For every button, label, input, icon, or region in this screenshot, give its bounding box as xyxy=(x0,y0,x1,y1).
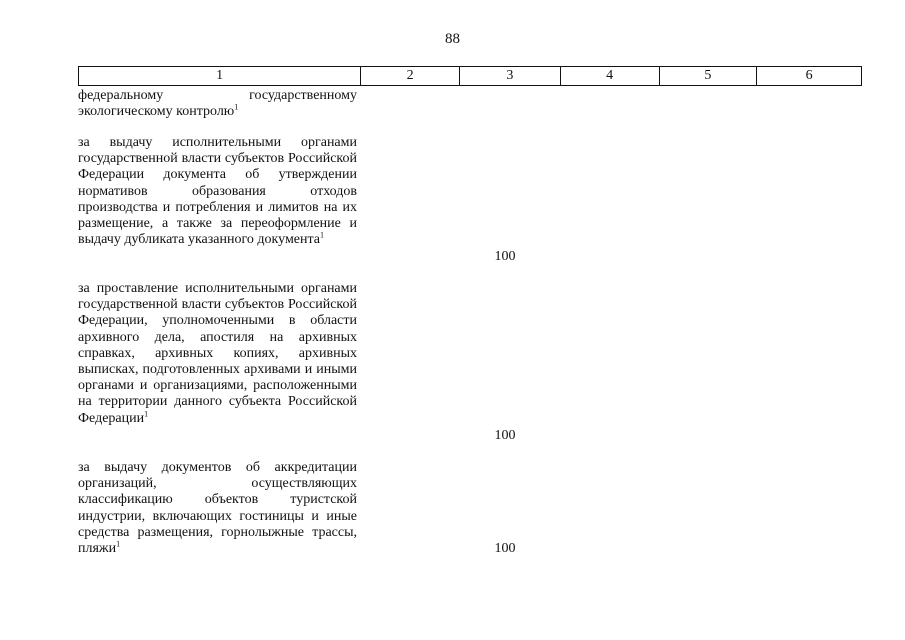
entry-4-body: за выдачу документов об аккредитации организаций, осуществляющих классификацию объектов туристской индустрии, включающих гостиницы и иные средства размещения, горнолыжные трассы, пляжи xyxy=(78,460,357,557)
entry-2-footnote: 1 xyxy=(320,230,325,240)
entry-4-rate: 100 xyxy=(494,541,516,556)
column-header-5: 5 xyxy=(660,67,758,85)
entry-3-body: за проставление исполнительными органами государственной власти субъектов Российской Федерации, уполномоченными в области архивного дела, апостиля на архивных справках, архивных копиях, архивных выписках, подготовленных архивами и иными органами и организациями, расположенными на территории данного субъекта Российской Федерации xyxy=(78,281,357,426)
page-number: 88 xyxy=(445,31,460,47)
column-header-6: 6 xyxy=(805,68,813,83)
entry-3-rate: 100 xyxy=(494,428,516,443)
table-header-row xyxy=(78,66,862,86)
entry-1-footnote: 1 xyxy=(234,102,239,112)
column-header-3: 3 xyxy=(460,67,561,85)
entry-4-footnote: 1 xyxy=(116,539,121,549)
entry-2-body: за выдачу исполнительными органами государственной власти субъектов Российской Федерации документа об утверждении нормативов образования отходов производства и потребления и лимитов на их размещение, а также за переоформление и выдачу дубликата указанного документа xyxy=(78,135,357,248)
entry-3-footnote: 1 xyxy=(144,408,149,418)
column-header-4: 4 xyxy=(561,67,660,85)
entry-2-rate: 100 xyxy=(494,249,516,264)
column-header-1: 1 xyxy=(79,67,361,85)
entry-4-text xyxy=(78,460,357,557)
column-header-2: 2 xyxy=(361,67,460,85)
entry-1-text xyxy=(78,88,357,120)
entry-2-text xyxy=(78,135,357,248)
entry-1-body: федеральному государственному экологическому контролю xyxy=(78,88,357,120)
entry-3-text xyxy=(78,281,357,427)
